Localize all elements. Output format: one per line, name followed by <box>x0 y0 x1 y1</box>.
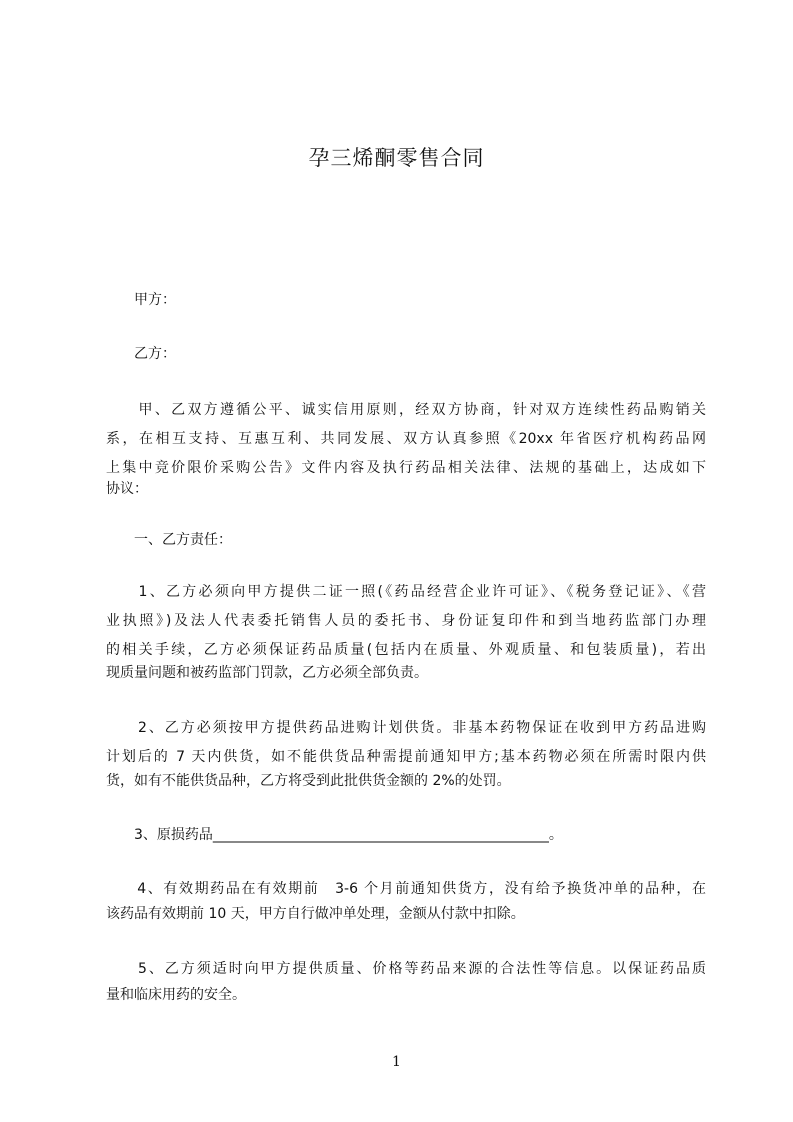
intro-paragraph-line: 协议： <box>106 481 148 497</box>
intro-paragraph-line: 系，在相互支持、互惠互利、共同发展、双方认真参照《20xx 年省医疗机构药品网 <box>106 431 706 447</box>
clause-2-line: 货，如有不能供货品种，乙方将受到此批供货金额的 2%的处罚。 <box>106 773 511 789</box>
clause-5-line: 5、乙方须适时向甲方提供质量、价格等药品来源的合法性等信息。以保证药品质 <box>106 961 706 977</box>
intro-paragraph-line: 上集中竞价限价采购公告》文件内容及执行药品相关法律、法规的基础上，达成如下 <box>106 460 706 476</box>
party-b-line: 乙方： <box>106 346 176 362</box>
clause-3-line: 3、原损药品________________________________________________。 <box>106 827 563 843</box>
page-number: 1 <box>392 1054 401 1070</box>
intro-paragraph-line: 甲、乙双方遵循公平、诚实信用原则，经双方协商，针对双方连续性药品购销关 <box>106 402 706 418</box>
clause-1-line: 1、乙方必须向甲方提供二证一照(《药品经营企业许可证》、《税务登记证》、《营 <box>106 584 706 600</box>
clause-5-line: 量和临床用药的安全。 <box>106 987 246 1003</box>
party-a-line: 甲方： <box>106 292 176 308</box>
clause-2-line: 2、乙方必须按甲方提供药品进购计划供货。非基本药物保证在收到甲方药品进购 <box>106 720 706 736</box>
clause-1-line: 业执照》)及法人代表委托销售人员的委托书、身份证复印件和到当地药监部门办理 <box>106 613 706 629</box>
clause-1-line: 现质量问题和被药监部门罚款，乙方必须全部负责。 <box>106 665 428 681</box>
document-title: 孕三烯酮零售合同 <box>308 146 485 170</box>
section-heading: 一、乙方责任： <box>106 532 232 548</box>
clause-4-line: 4、有效期药品在有效期前 3-6 个月前通知供货方，没有给予换货冲单的品种，在 <box>106 881 706 897</box>
clause-1-line: 的相关手续，乙方必须保证药品质量(包括内在质量、外观质量、和包装质量)，若出 <box>106 642 706 658</box>
clause-4-line: 该药品有效期前 10 天，甲方自行做冲单处理，金额从付款中扣除。 <box>106 906 525 922</box>
clause-2-line: 计划后的 7 天内供货，如不能供货品种需提前通知甲方;基本药物必须在所需时限内供 <box>106 749 706 765</box>
